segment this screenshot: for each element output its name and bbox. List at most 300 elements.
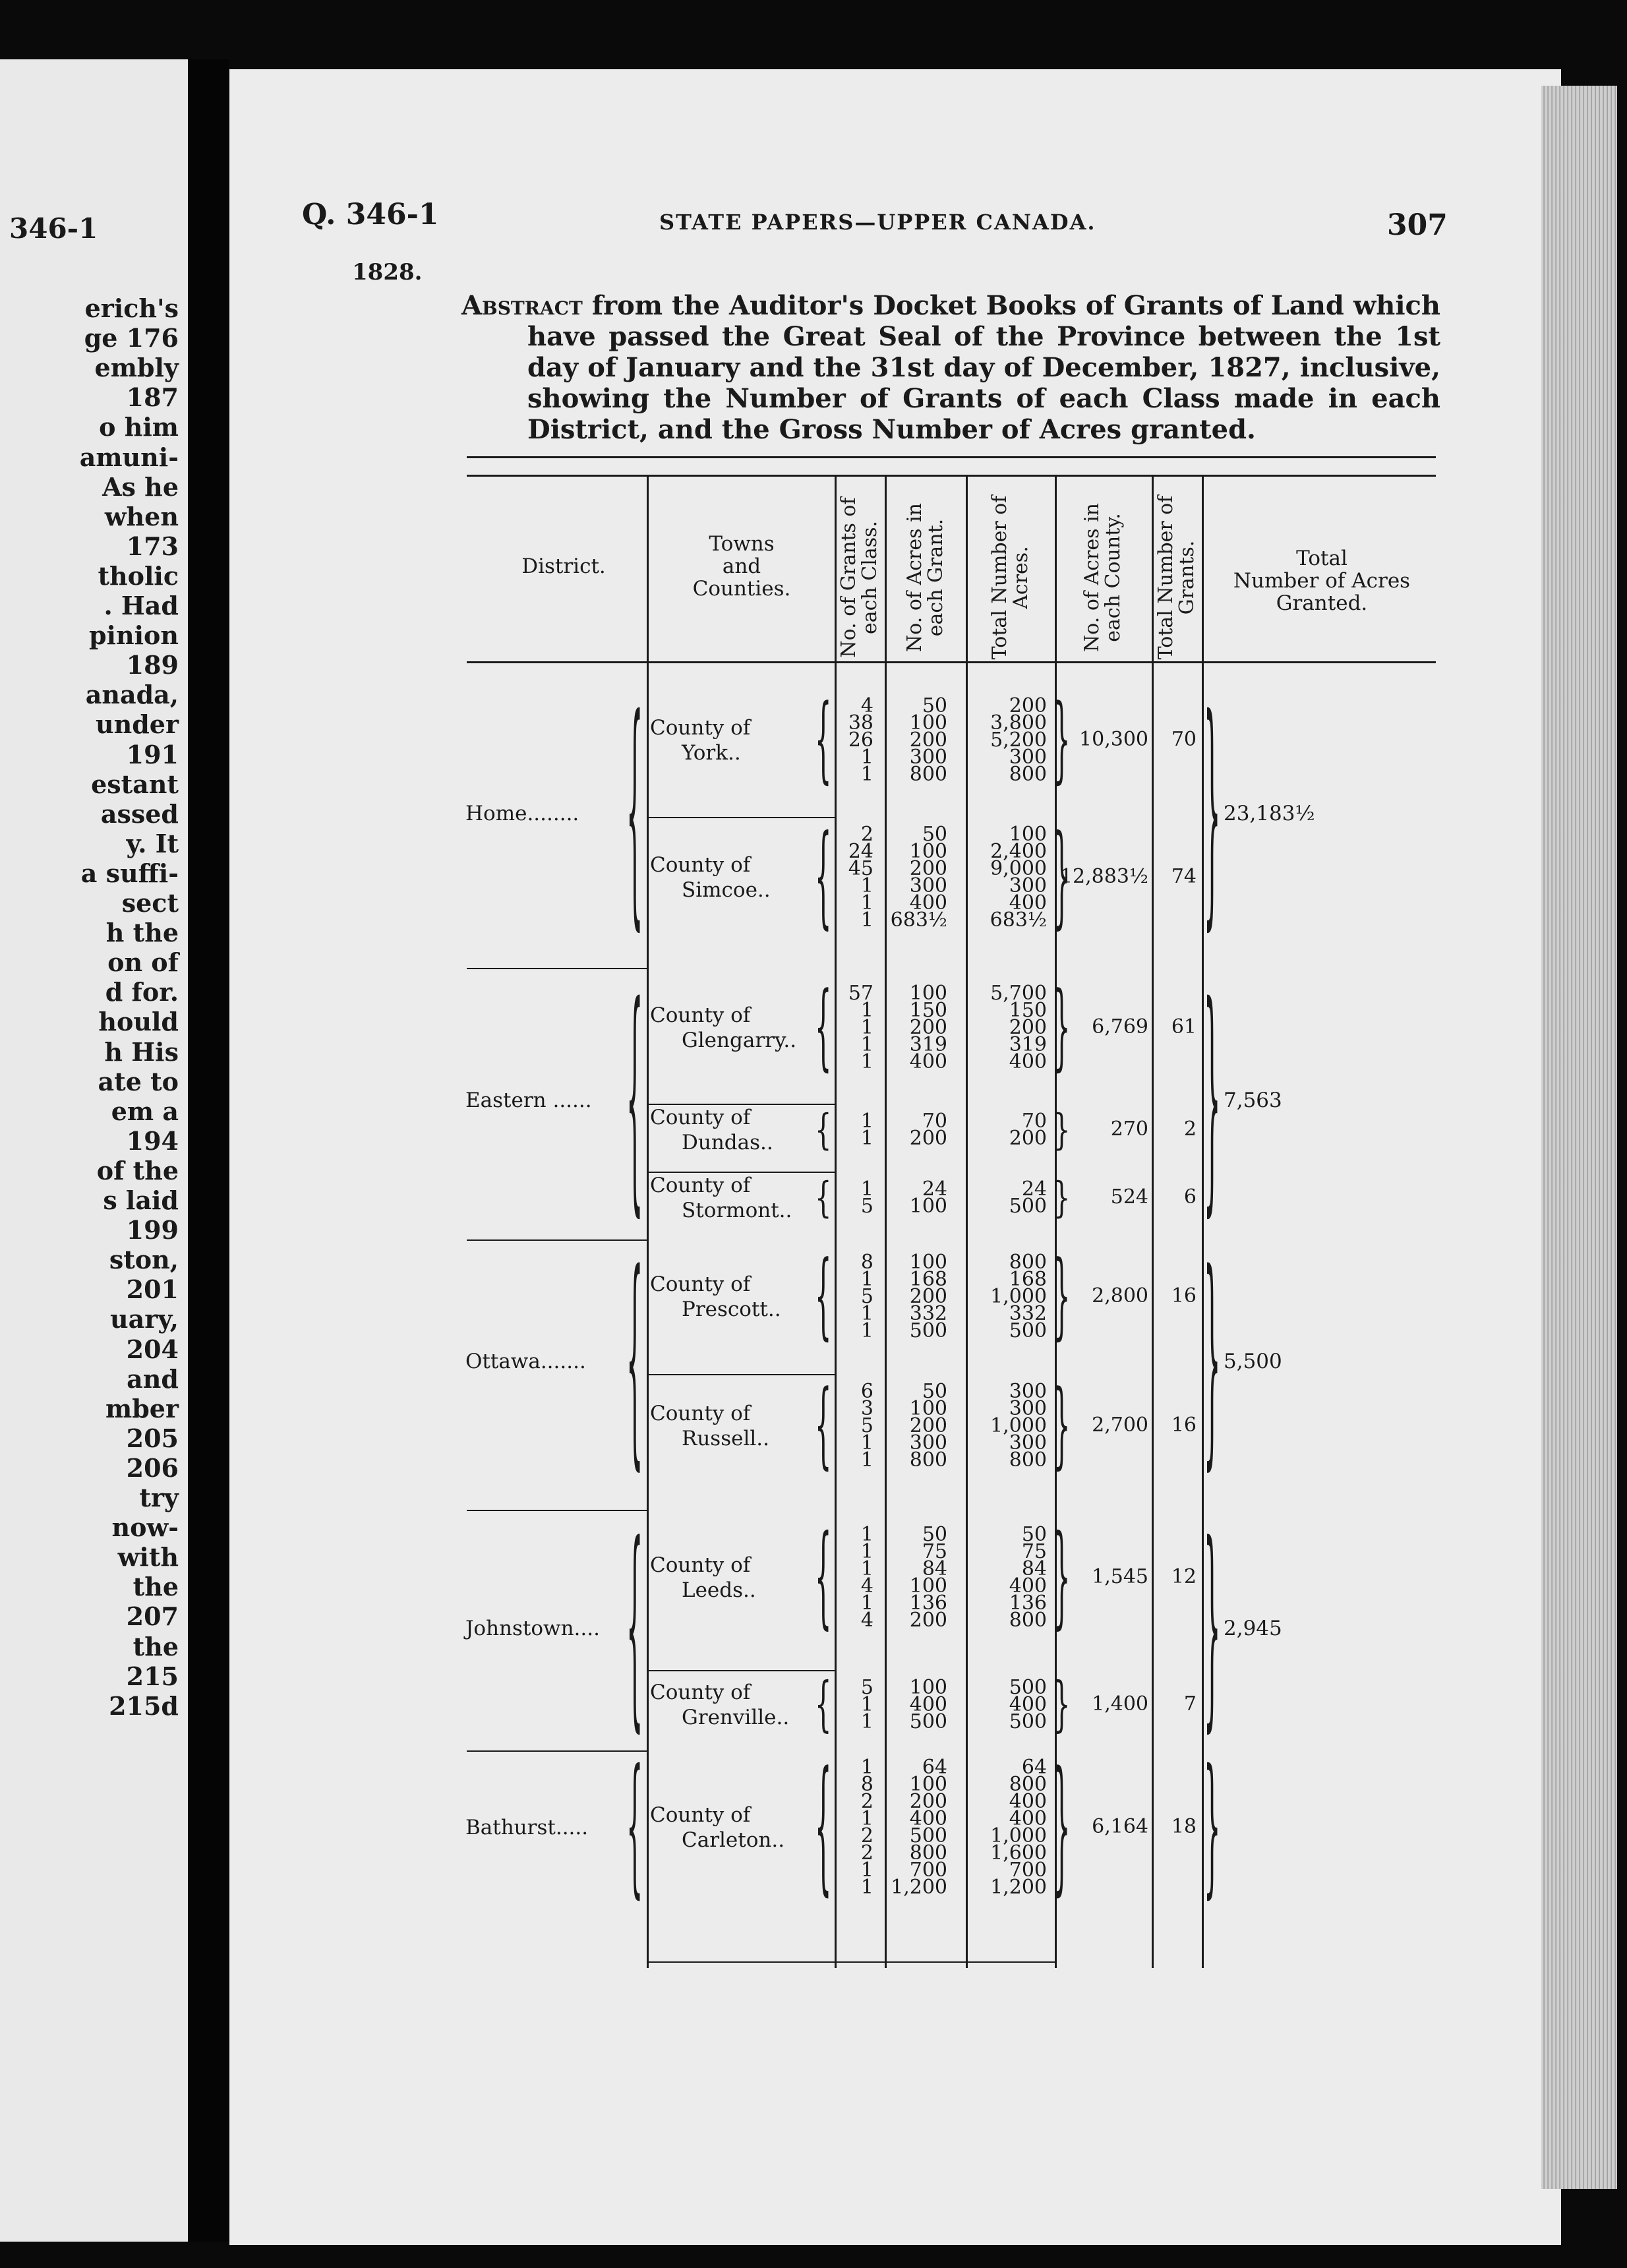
county-grants: 6 <box>1183 1185 1197 1209</box>
grants-cell: 1 <box>860 1756 873 1779</box>
total-cell: 400 <box>1009 1050 1047 1073</box>
grants-cell: 1 <box>860 1178 873 1201</box>
total-cell: 1,000 <box>990 1285 1047 1308</box>
previous-page-line: . Had <box>104 591 179 620</box>
col-head-total-granted <box>1213 547 1431 614</box>
county-brace: { <box>815 1744 832 1911</box>
total-cell: 400 <box>1009 891 1047 914</box>
grants-cell: 1 <box>860 1110 873 1133</box>
county-label-l2: Prescott.. <box>682 1298 781 1321</box>
grants-cell: 5 <box>860 1285 873 1308</box>
county-acres: 1,545 <box>1092 1565 1148 1588</box>
acres-cell: 800 <box>909 763 947 786</box>
county-close-brace: } <box>1053 974 1071 1082</box>
col-rule <box>835 475 837 1968</box>
total-cell: 200 <box>1009 1016 1047 1039</box>
acres-cell: 24 <box>922 1178 947 1201</box>
acres-cell: 300 <box>909 746 947 769</box>
total-cell: 75 <box>1021 1540 1047 1563</box>
county-brace: { <box>815 1372 832 1480</box>
grants-cell: 3 <box>860 1397 873 1420</box>
total-brace: } <box>1204 1230 1221 1493</box>
grants-cell: 4 <box>860 1609 873 1632</box>
col-head-total-granted-l2: Number of Acres <box>1233 569 1411 593</box>
total-cell: 168 <box>1009 1268 1047 1291</box>
previous-page-line: o him <box>99 412 179 442</box>
grants-cell: 4 <box>860 694 873 717</box>
acres-cell: 84 <box>922 1557 947 1580</box>
acres-cell: 168 <box>909 1268 947 1291</box>
previous-page-line: y. It <box>126 828 179 858</box>
county-label <box>650 1003 796 1053</box>
county-label-l2: Grenville.. <box>682 1706 790 1729</box>
abstract-lead: Abstract <box>461 290 583 321</box>
county-label-l2: York.. <box>682 741 741 765</box>
total-cell: 500 <box>1009 1319 1047 1342</box>
county-close-brace: } <box>1053 1174 1071 1222</box>
grants-cell: 1 <box>860 1448 873 1472</box>
previous-page-line: h His <box>104 1036 179 1067</box>
previous-page-line: embly <box>94 353 179 383</box>
total-cell: 1,200 <box>990 1876 1047 1899</box>
acres-cell: 50 <box>922 1380 947 1403</box>
grants-cell: 6 <box>860 1380 873 1403</box>
previous-page-line: ston, <box>109 1245 179 1275</box>
acres-cell: 332 <box>909 1302 947 1325</box>
series-reference: Q. 346-1 <box>302 198 439 231</box>
previous-page-line: h the <box>105 918 179 948</box>
acres-cell: 100 <box>909 1397 947 1420</box>
table-top-rule <box>467 456 1436 458</box>
total-cell: 3,800 <box>990 711 1047 734</box>
total-cell: 84 <box>1021 1557 1047 1580</box>
county-rule <box>647 1374 835 1375</box>
table-top-rule-2 <box>467 475 1436 477</box>
acres-cell: 70 <box>922 1110 947 1133</box>
previous-page-line: uary, <box>110 1304 179 1334</box>
col-rule <box>647 475 649 1968</box>
total-cell: 500 <box>1009 1676 1047 1699</box>
grants-cell: 8 <box>860 1773 873 1796</box>
county-label <box>650 1680 789 1730</box>
total-cell: 700 <box>1009 1859 1047 1882</box>
county-label-l2: Russell.. <box>682 1427 770 1450</box>
previous-page-line: 204 <box>126 1334 179 1364</box>
total-cell: 1,600 <box>990 1841 1047 1865</box>
grants-cell: 1 <box>860 1523 873 1546</box>
county-grants: 16 <box>1171 1284 1197 1307</box>
total-cell: 400 <box>1009 1807 1047 1830</box>
running-title: STATE PAPERS—UPPER CANADA. <box>659 210 1096 235</box>
previous-page-line: tholic <box>98 560 179 591</box>
acres-cell: 400 <box>909 891 947 914</box>
total-cell: 319 <box>1009 1033 1047 1056</box>
acres-cell: 500 <box>909 1710 947 1733</box>
previous-page-line: erich's <box>84 293 179 323</box>
acres-cell: 200 <box>909 1127 947 1150</box>
county-label <box>650 715 750 765</box>
previous-page-line: hould <box>98 1007 179 1037</box>
previous-page-line: 187 <box>126 382 179 413</box>
acres-cell: 800 <box>909 1841 947 1865</box>
total-cell: 400 <box>1009 1790 1047 1813</box>
district-rule <box>467 1510 647 1511</box>
grants-cell: 1 <box>860 1431 873 1454</box>
acres-cell: 200 <box>909 1609 947 1632</box>
county-grants: 61 <box>1171 1015 1197 1038</box>
acres-cell: 64 <box>922 1756 947 1779</box>
col-head-acres-grant: No. of Acres in each Grant. <box>903 503 947 652</box>
total-cell: 300 <box>1009 1431 1047 1454</box>
grants-cell: 1 <box>860 891 873 914</box>
total-cell: 150 <box>1009 999 1047 1022</box>
acres-cell: 200 <box>909 1414 947 1437</box>
previous-page-line: 201 <box>126 1274 179 1305</box>
previous-page-line: 199 <box>126 1215 179 1245</box>
grants-cell: 1 <box>860 999 873 1022</box>
county-brace: { <box>815 814 832 941</box>
acres-cell: 300 <box>909 874 947 897</box>
county-label-l2: Dundas.. <box>682 1131 773 1154</box>
county-label-l2: Carleton.. <box>682 1828 785 1852</box>
grants-cell: 1 <box>860 1876 873 1899</box>
previous-page-line: mber <box>105 1393 179 1423</box>
county-brace: { <box>815 974 832 1082</box>
grants-cell: 1 <box>860 1127 873 1150</box>
county-label <box>650 1173 792 1223</box>
col-head-acres-county: No. of Acres in each County. <box>1080 503 1125 652</box>
total-cell: 332 <box>1009 1302 1047 1325</box>
grants-cell: 5 <box>860 1676 873 1699</box>
total-cell: 9,000 <box>990 857 1047 880</box>
county-brace: { <box>815 1174 832 1222</box>
previous-page-line: sect <box>121 888 179 918</box>
total-cell: 100 <box>1009 823 1047 846</box>
previous-page-line: pinion <box>88 620 179 651</box>
previous-page-number: 346-1 <box>9 212 98 245</box>
col-head-towns-l1: Towns <box>709 532 775 556</box>
grants-cell: 38 <box>848 711 873 734</box>
previous-page-line: 205 <box>126 1423 179 1453</box>
county-label <box>650 1553 756 1603</box>
col-head-total-acres: Total Number of Acres. <box>988 495 1032 660</box>
acres-cell: 400 <box>909 1050 947 1073</box>
page-edges <box>1541 86 1617 2189</box>
total-cell: 2,400 <box>990 840 1047 863</box>
previous-page-line: when <box>104 501 179 531</box>
acres-cell: 150 <box>909 999 947 1022</box>
previous-page-line: now- <box>111 1512 179 1543</box>
previous-page-line: 191 <box>126 739 179 769</box>
county-close-brace: } <box>1053 1671 1071 1739</box>
county-grants: 18 <box>1171 1815 1197 1838</box>
previous-page-line: assed <box>100 798 179 829</box>
county-close-brace: } <box>1053 1106 1071 1154</box>
acres-cell: 400 <box>909 1693 947 1716</box>
total-cell: 136 <box>1009 1592 1047 1615</box>
county-grants: 12 <box>1171 1565 1197 1588</box>
district-name: Eastern ...... <box>465 1088 592 1112</box>
acres-cell: 200 <box>909 729 947 752</box>
county-brace: { <box>815 1106 832 1154</box>
grants-cell: 1 <box>860 1592 873 1615</box>
abstract-text: from the Auditor's Docket Books of Grants of Land which have passed the Great Seal of the Province between the 1st day of January and the 31st day of December, 1827, inclusive, showing the Number of Grants of each Class made in each District, and the Gross Number of Acres granted. <box>527 290 1440 445</box>
total-brace: } <box>1204 1503 1221 1754</box>
col-head-grants-class: No. of Grants of each Class. <box>837 497 881 658</box>
total-cell: 800 <box>1009 1448 1047 1472</box>
district-brace: { <box>626 1503 643 1754</box>
district-rule <box>467 968 647 969</box>
district-brace: { <box>626 1741 643 1915</box>
county-acres: 2,800 <box>1092 1284 1148 1307</box>
total-brace: } <box>1204 672 1221 954</box>
total-cell: 500 <box>1009 1195 1047 1218</box>
acres-cell: 50 <box>922 694 947 717</box>
previous-page-line: ge 176 <box>84 323 179 353</box>
col-head-towns-l3: Counties. <box>692 577 791 601</box>
previous-page-line: 215 <box>126 1661 179 1691</box>
county-close-brace: } <box>1053 686 1071 794</box>
grants-cell: 1 <box>860 1859 873 1882</box>
previous-page-line: 206 <box>126 1452 179 1483</box>
acres-cell: 200 <box>909 1016 947 1039</box>
district-rule <box>467 1239 647 1241</box>
total-brace: } <box>1204 960 1221 1240</box>
previous-page-line: under <box>95 709 179 740</box>
total-cell: 300 <box>1009 874 1047 897</box>
total-cell: 400 <box>1009 1693 1047 1716</box>
total-cell: 300 <box>1009 1380 1047 1403</box>
previous-page-line: with <box>117 1542 179 1572</box>
grants-cell: 2 <box>860 1790 873 1813</box>
county-label-l1: County of <box>650 1681 751 1704</box>
county-label <box>650 1401 769 1451</box>
book-spine <box>188 59 229 2242</box>
total-cell: 24 <box>1021 1178 1047 1201</box>
county-label <box>650 1105 773 1155</box>
previous-page-line: a suffi- <box>80 858 179 888</box>
table-bottom-rule <box>647 1961 1055 1963</box>
previous-page-line: on of <box>107 947 179 978</box>
county-label <box>650 852 771 903</box>
county-close-brace: } <box>1053 1243 1071 1351</box>
total-cell: 5,200 <box>990 729 1047 752</box>
county-close-brace: } <box>1053 1744 1071 1911</box>
county-close-brace: } <box>1053 1372 1071 1480</box>
total-cell: 200 <box>1009 1127 1047 1150</box>
county-label-l1: County of <box>650 716 751 740</box>
acres-cell: 100 <box>909 1195 947 1218</box>
county-label-l1: County of <box>650 1272 751 1296</box>
total-cell: 200 <box>1009 694 1047 717</box>
grants-cell: 1 <box>860 909 873 932</box>
acres-cell: 50 <box>922 823 947 846</box>
table-header-rule <box>467 661 1436 663</box>
col-head-towns <box>659 533 824 600</box>
grants-cell: 1 <box>860 1050 873 1073</box>
acres-cell: 500 <box>909 1824 947 1847</box>
grants-cell: 5 <box>860 1414 873 1437</box>
grants-cell: 1 <box>860 1557 873 1580</box>
acres-cell: 683½ <box>890 909 947 932</box>
county-label-l1: County of <box>650 1106 751 1129</box>
previous-page-line: ate to <box>98 1066 179 1096</box>
county-brace: { <box>815 1514 832 1642</box>
grants-cell: 2 <box>860 823 873 846</box>
acres-cell: 700 <box>909 1859 947 1882</box>
acres-cell: 200 <box>909 1285 947 1308</box>
acres-cell: 200 <box>909 1790 947 1813</box>
acres-cell: 50 <box>922 1523 947 1546</box>
previous-page-line: the <box>133 1572 179 1602</box>
acres-cell: 100 <box>909 982 947 1005</box>
total-cell: 50 <box>1021 1523 1047 1546</box>
district-brace: { <box>626 960 643 1240</box>
acres-cell: 200 <box>909 857 947 880</box>
total-cell: 1,000 <box>990 1824 1047 1847</box>
col-head-towns-l2: and <box>722 554 761 578</box>
abstract-heading <box>461 290 1440 445</box>
county-acres: 2,700 <box>1092 1414 1148 1437</box>
previous-page-line: As he <box>102 471 179 502</box>
previous-page-line: estant <box>91 769 179 799</box>
previous-page-line: d for. <box>105 977 179 1007</box>
county-label-l1: County of <box>650 1553 751 1577</box>
total-cell: 5,700 <box>990 982 1047 1005</box>
previous-page-line: and <box>127 1363 179 1394</box>
county-brace: { <box>815 1243 832 1351</box>
county-label <box>650 1803 784 1853</box>
county-acres: 524 <box>1110 1185 1148 1209</box>
county-acres: 10,300 <box>1079 728 1148 751</box>
previous-page-line: amuni- <box>79 442 179 472</box>
grants-cell: 4 <box>860 1574 873 1597</box>
district-total-acres: 23,183½ <box>1224 801 1315 825</box>
county-grants: 16 <box>1171 1414 1197 1437</box>
county-label-l2: Glengarry.. <box>682 1029 797 1052</box>
county-label <box>650 1272 781 1322</box>
district-name: Johnstown.... <box>465 1617 600 1640</box>
acres-cell: 100 <box>909 1676 947 1699</box>
county-label-l1: County of <box>650 853 751 877</box>
grants-cell: 1 <box>860 1016 873 1039</box>
district-rule <box>467 1750 647 1752</box>
total-cell: 500 <box>1009 1710 1047 1733</box>
col-head-total-granted-l3: Granted. <box>1276 591 1368 615</box>
county-brace: { <box>815 1671 832 1739</box>
previous-page-line: 189 <box>126 650 179 680</box>
district-total-acres: 7,563 <box>1224 1088 1282 1112</box>
col-rule <box>966 475 968 1968</box>
total-cell: 800 <box>1009 1773 1047 1796</box>
grants-cell: 1 <box>860 874 873 897</box>
district-total-acres: 2,945 <box>1224 1617 1282 1640</box>
grants-cell: 24 <box>848 840 873 863</box>
total-cell: 70 <box>1021 1110 1047 1133</box>
col-head-district: District. <box>521 554 606 578</box>
acres-cell: 100 <box>909 1251 947 1274</box>
county-label-l2: Leeds.. <box>682 1578 756 1602</box>
county-acres: 6,769 <box>1092 1015 1148 1038</box>
acres-cell: 100 <box>909 840 947 863</box>
district-brace: { <box>626 1230 643 1493</box>
county-label-l2: Simcoe.. <box>682 878 771 902</box>
acres-cell: 136 <box>909 1592 947 1615</box>
acres-cell: 1,200 <box>891 1876 947 1899</box>
grants-cell: 2 <box>860 1824 873 1847</box>
county-rule <box>647 817 835 818</box>
total-cell: 683½ <box>990 909 1047 932</box>
grants-cell: 1 <box>860 763 873 786</box>
county-grants: 74 <box>1171 865 1197 888</box>
county-rule <box>647 1670 835 1671</box>
county-grants: 7 <box>1183 1692 1197 1716</box>
year-marginal: 1828. <box>352 259 423 285</box>
total-cell: 400 <box>1009 1574 1047 1597</box>
district-name: Ottawa....... <box>465 1350 586 1373</box>
county-label-l2: Stormont.. <box>682 1199 792 1222</box>
district-name: Bathurst..... <box>465 1816 589 1839</box>
county-label-l1: County of <box>650 1003 751 1027</box>
district-total-acres: 5,500 <box>1224 1350 1282 1373</box>
acres-cell: 100 <box>909 1773 947 1796</box>
grants-cell: 1 <box>860 1710 873 1733</box>
acres-cell: 100 <box>909 1574 947 1597</box>
previous-page-line: anada, <box>85 680 179 710</box>
district-brace: { <box>626 672 643 954</box>
acres-cell: 400 <box>909 1807 947 1830</box>
col-head-total-grants: Total Number of Grants. <box>1154 495 1198 660</box>
previous-page-line: 173 <box>126 531 179 561</box>
previous-page-fragment <box>0 59 188 2242</box>
grants-cell: 26 <box>848 729 873 752</box>
grants-cell: 5 <box>860 1195 873 1218</box>
county-label-l1: County of <box>650 1803 751 1827</box>
grants-cell: 1 <box>860 1302 873 1325</box>
grants-cell: 1 <box>860 1268 873 1291</box>
previous-page-line: s laid <box>103 1185 179 1215</box>
previous-page-line: of the <box>96 1155 179 1185</box>
acres-cell: 100 <box>909 711 947 734</box>
grants-cell: 1 <box>860 1807 873 1830</box>
acres-cell: 300 <box>909 1431 947 1454</box>
previous-page-line: 207 <box>126 1601 179 1632</box>
acres-cell: 800 <box>909 1448 947 1472</box>
previous-page-line: em a <box>111 1096 179 1126</box>
previous-page-line: 215d <box>109 1690 179 1721</box>
county-close-brace: } <box>1053 814 1071 941</box>
grants-cell: 1 <box>860 1693 873 1716</box>
grants-cell: 57 <box>848 982 873 1005</box>
county-close-brace: } <box>1053 1514 1071 1642</box>
grants-cell: 1 <box>860 1540 873 1563</box>
acres-cell: 319 <box>909 1033 947 1056</box>
previous-page-line: the <box>133 1631 179 1661</box>
county-grants: 2 <box>1183 1118 1197 1141</box>
total-cell: 300 <box>1009 1397 1047 1420</box>
county-acres: 270 <box>1110 1118 1148 1141</box>
grants-cell: 1 <box>860 1033 873 1056</box>
total-cell: 1,000 <box>990 1414 1047 1437</box>
total-cell: 64 <box>1021 1756 1047 1779</box>
grants-cell: 1 <box>860 1319 873 1342</box>
col-rule <box>1152 475 1154 1968</box>
county-brace: { <box>815 686 832 794</box>
previous-page-line: 194 <box>126 1125 179 1156</box>
grants-cell: 1 <box>860 746 873 769</box>
grants-cell: 45 <box>848 857 873 880</box>
acres-cell: 75 <box>922 1540 947 1563</box>
